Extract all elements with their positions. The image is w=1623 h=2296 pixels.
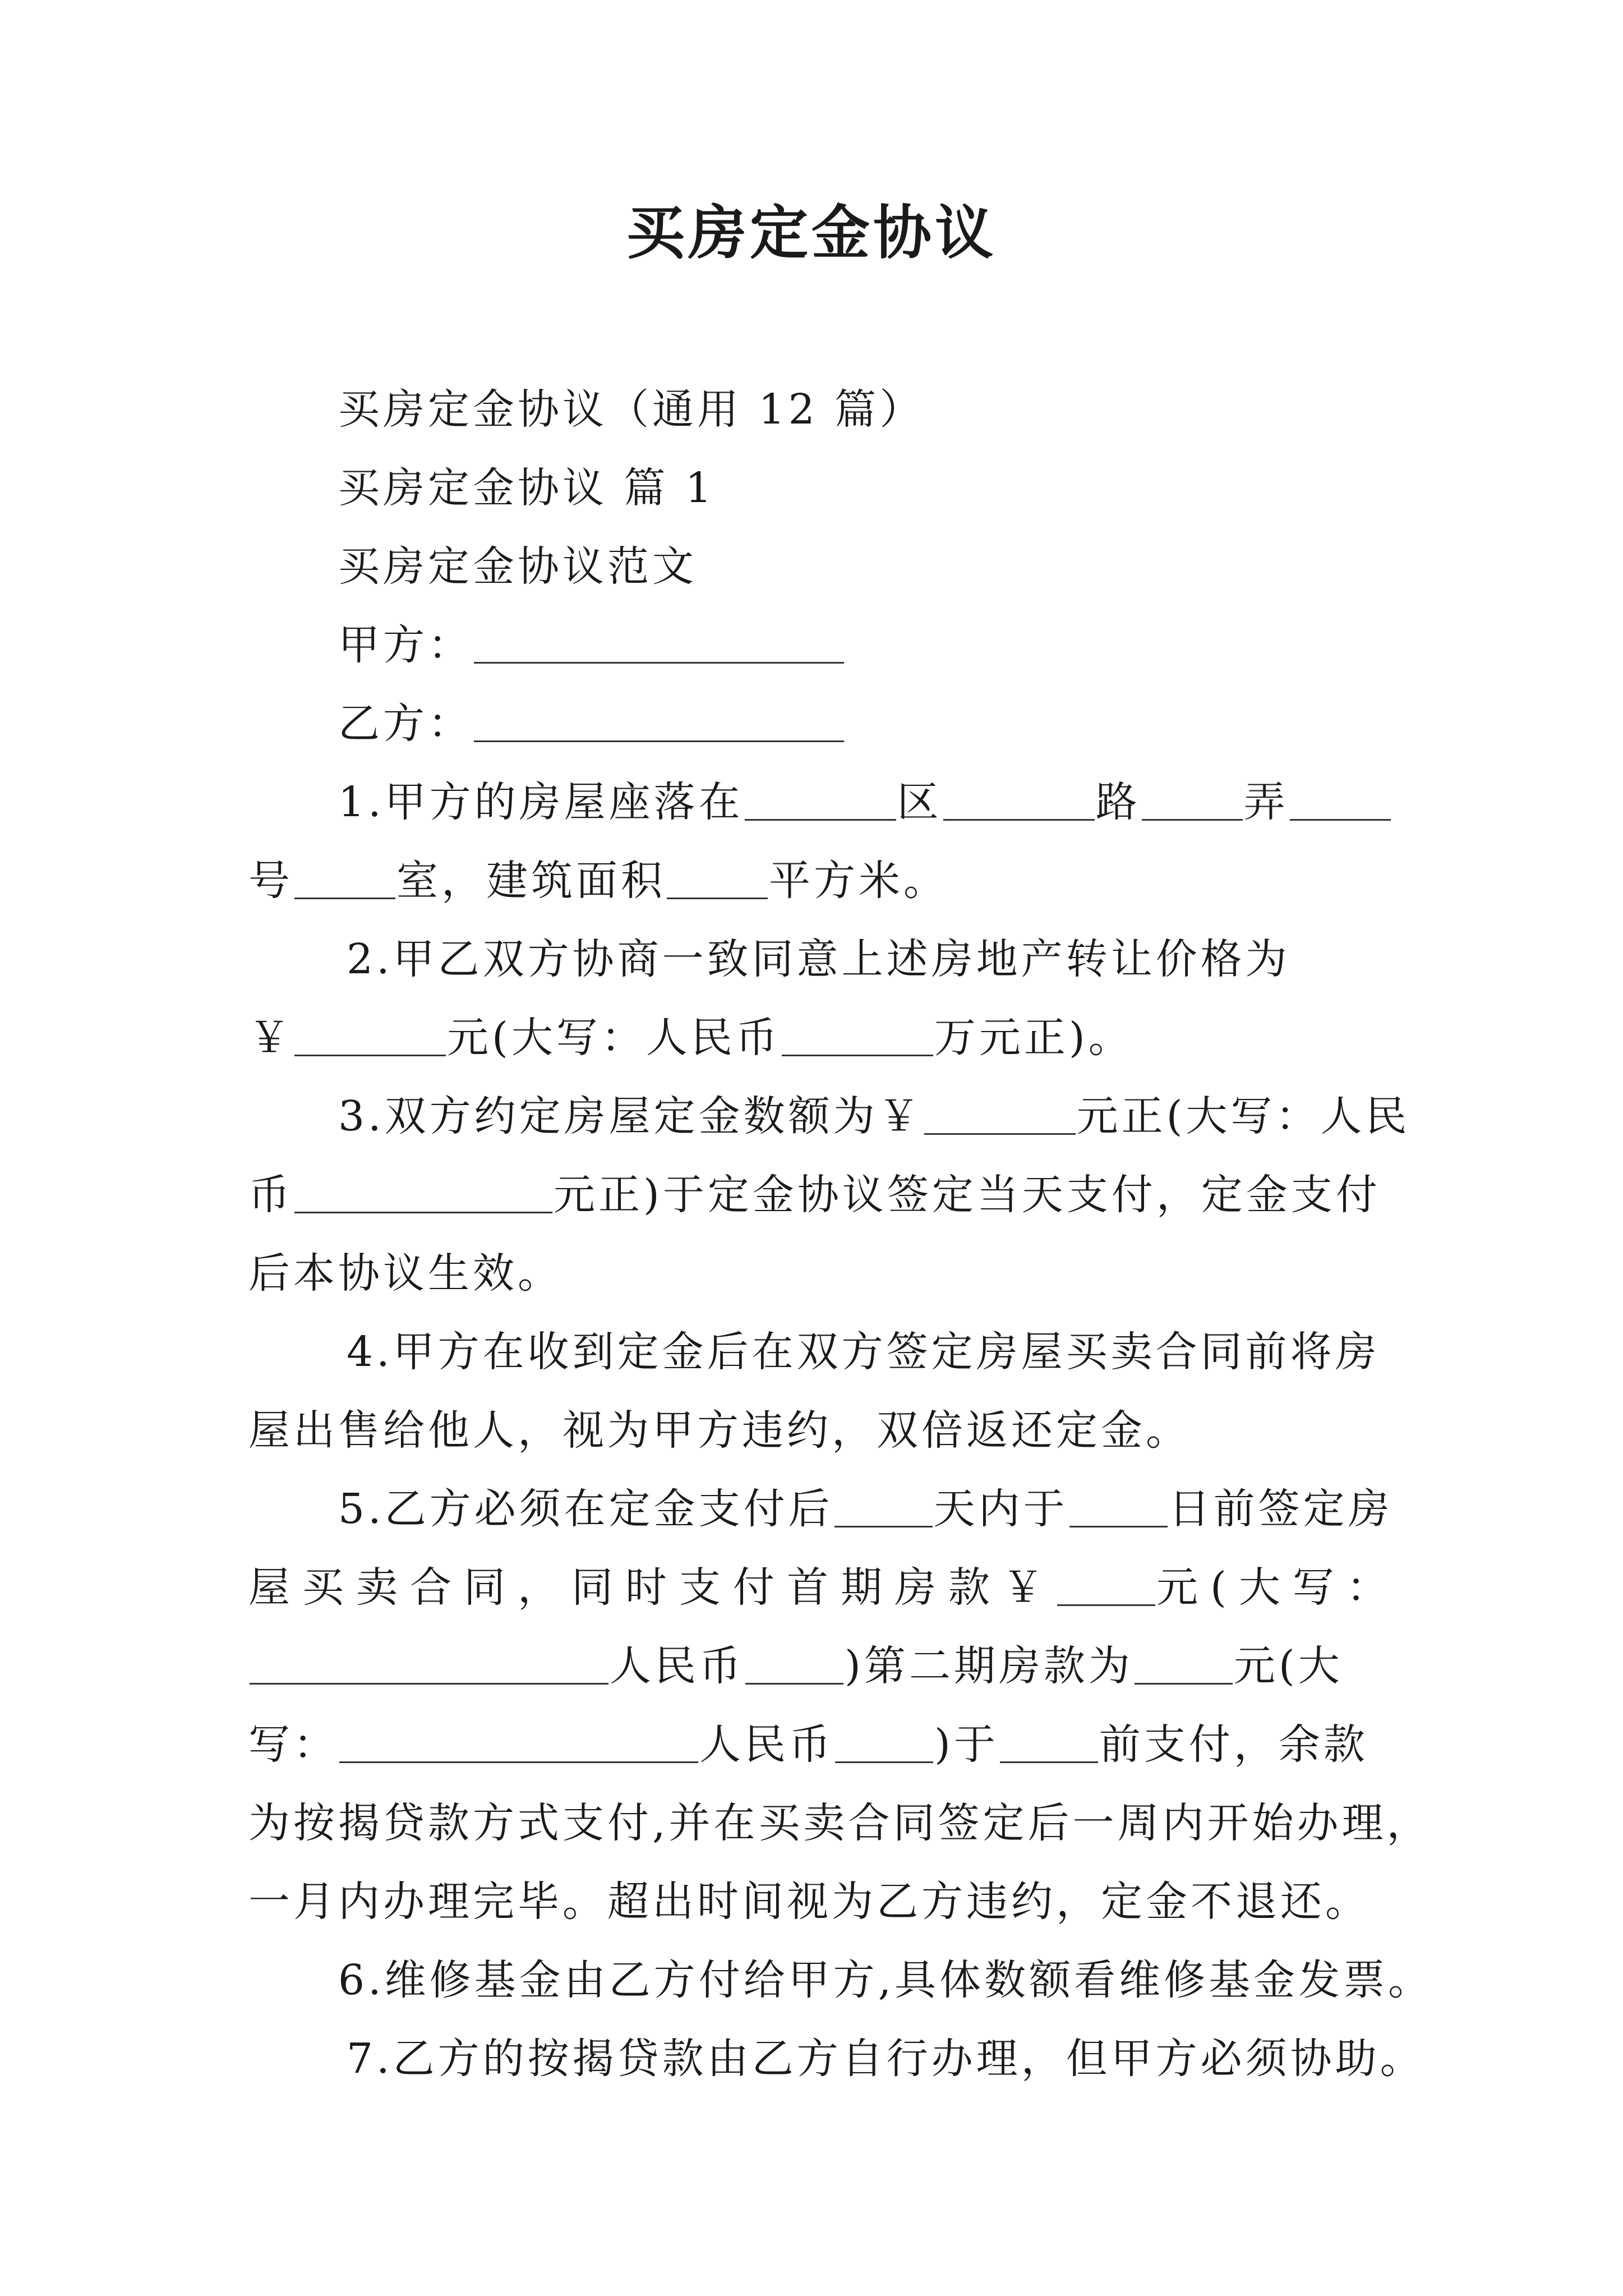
clause-3-line-3: 后本协议生效。: [248, 1249, 562, 1297]
document-title: 买房定金协议: [626, 198, 997, 267]
blank: [250, 1641, 608, 1685]
blank: [1057, 1563, 1155, 1606]
collection-title: 买房定金协议（通用 12 篇）: [338, 385, 925, 434]
clause-7: 7.乙方的按揭贷款由乙方自行办理，但甲方必须协助。: [347, 2035, 1425, 2083]
blank: [943, 777, 1095, 821]
blank: [1290, 777, 1391, 821]
party-b-blank: [474, 699, 844, 742]
clause-1-line-1: [248, 763, 1381, 841]
clause-3-mid: 元正(大写：人民: [1076, 1092, 1410, 1140]
blank: [745, 1641, 843, 1685]
blank: [294, 1170, 552, 1213]
clause-5-line-2b: 元(大写：: [1156, 1563, 1400, 1612]
clause-5-line-2a: 屋买卖合同，同时支付首期房款￥: [248, 1563, 1056, 1612]
clause-5-yuan-da: 元(大: [1233, 1642, 1343, 1690]
clause-2-suffix: 万元正)。: [934, 1014, 1133, 1062]
blank: [294, 1013, 446, 1056]
clause-3-prefix: 3.双方约定房屋定金数额为￥: [338, 1092, 923, 1140]
clause-5-line-3: [248, 1627, 1381, 1705]
clause-5-second: )第二期房款为: [845, 1642, 1133, 1690]
clause-5-line-6: 一月内办理完毕。超出时间视为乙方违约，定金不退还。: [248, 1878, 1370, 1926]
blank: [294, 856, 395, 899]
party-b-label: 乙方：: [338, 700, 473, 748]
blank: [1135, 1641, 1233, 1685]
clause-5-line-2: [248, 1548, 1400, 1627]
party-a-line: [248, 606, 1381, 684]
clause-5-line-5: 为按揭贷款方式支付,并在买卖合同签定后一周内开始办理，: [248, 1799, 1432, 1847]
blank: [339, 1720, 698, 1763]
clause-5-date: 日前签定房: [1168, 1485, 1393, 1533]
clause-4-line-1: 4.甲方在收到定金后在双方签定房屋买卖合同前将房: [347, 1328, 1380, 1376]
clause-1-room: 室，建筑面积: [396, 857, 666, 905]
clause-5-xie: 写：: [248, 1720, 338, 1769]
blank: [835, 1720, 933, 1763]
blank: [924, 1092, 1076, 1135]
blank: [1142, 777, 1243, 821]
clause-6: 6.维修基金由乙方付给甲方,具体数额看维修基金发票。: [338, 1956, 1433, 2004]
article-title: 买房定金协议 篇 1: [338, 464, 716, 512]
clause-2-yuan: 元(大写：人民币: [447, 1014, 781, 1062]
clause-1-line-2: [248, 841, 1381, 920]
blank: [834, 1484, 933, 1527]
party-a-blank: [474, 620, 844, 664]
blank: [782, 1013, 933, 1056]
clause-2-line-1: 2.甲乙双方协商一致同意上述房地产转让价格为: [347, 935, 1290, 983]
clause-3-line-2: [248, 1156, 1381, 1234]
clause-5-yu: )于: [934, 1720, 999, 1769]
clause-5-rmb-1: 人民币: [610, 1642, 744, 1690]
clause-3-after: 元正)于定金协议签定当天支付，定金支付: [554, 1171, 1381, 1219]
blank: [1069, 1484, 1168, 1527]
clause-5-line-1: [248, 1470, 1393, 1548]
clause-1-area-unit: 平方米。: [769, 857, 948, 905]
clause-1-prefix: 1.甲方的房屋座落在: [338, 778, 744, 826]
clause-5-days: 天内于: [933, 1485, 1068, 1533]
clause-5-line-4: [248, 1705, 1381, 1784]
clause-1-number: 号: [248, 857, 293, 905]
clause-3-bi: 币: [248, 1171, 293, 1219]
blank: [667, 856, 768, 899]
currency-symbol: ￥: [248, 1014, 293, 1062]
document-body: [248, 370, 1433, 2098]
clause-5-prefix: 5.乙方必须在定金支付后: [338, 1485, 833, 1533]
sample-title: 买房定金协议范文: [338, 542, 697, 591]
clause-5-rmb-2: 人民币: [699, 1720, 834, 1769]
party-a-label: 甲方：: [338, 621, 473, 669]
clause-2-line-2: [248, 999, 1381, 1077]
party-b-line: [248, 684, 1381, 763]
clause-1-district: 区: [897, 778, 942, 826]
blank: [745, 777, 896, 821]
blank: [1000, 1720, 1098, 1763]
clause-4-line-2: 屋出售给他人，视为甲方违约，双倍返还定金。: [248, 1406, 1191, 1455]
clause-3-line-1: [248, 1077, 1410, 1156]
clause-5-before: 前支付，余款: [1099, 1720, 1368, 1769]
clause-1-lane: 弄: [1243, 778, 1289, 826]
clause-1-road: 路: [1095, 778, 1141, 826]
